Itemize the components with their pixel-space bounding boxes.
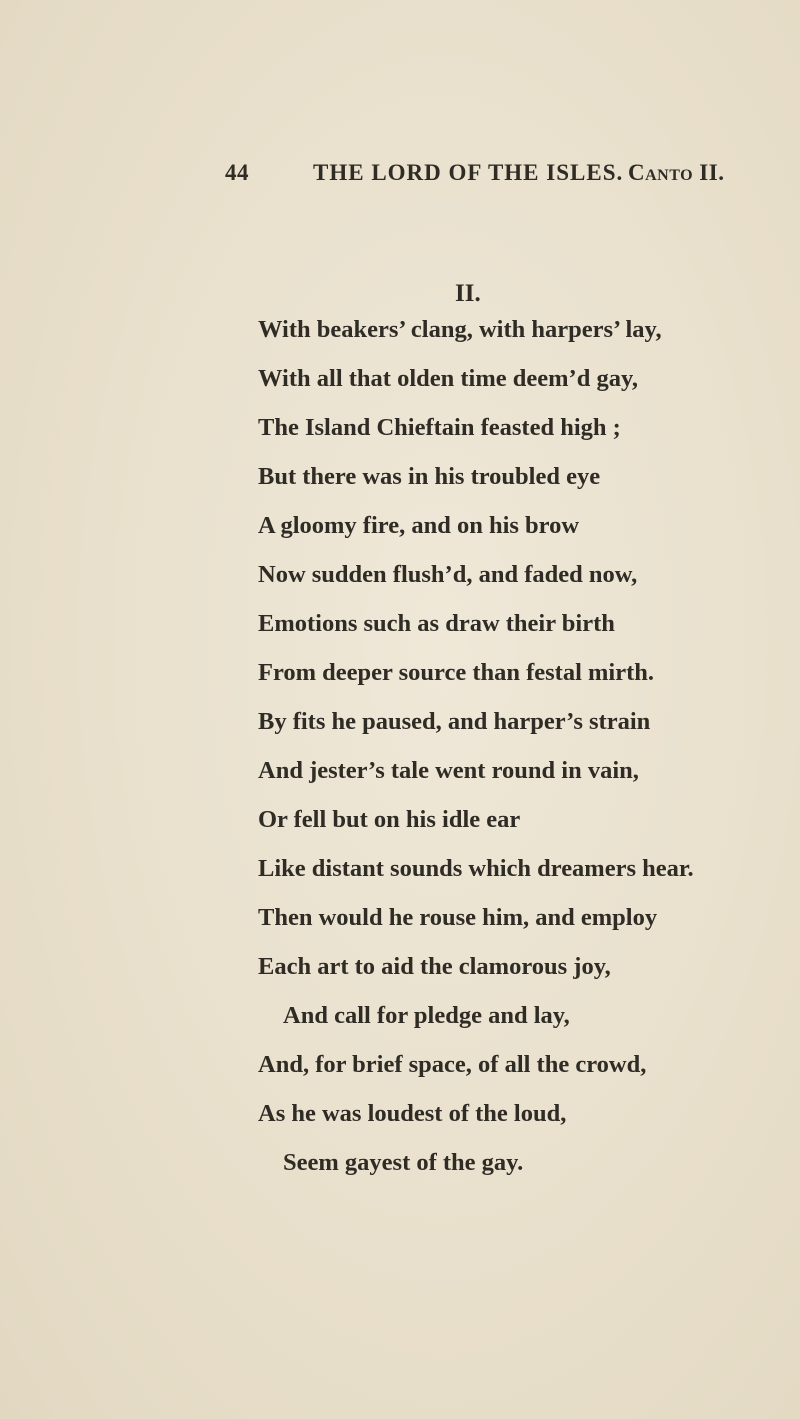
poem-line: Each art to aid the clamorous joy,: [258, 953, 611, 980]
poem-line: Emotions such as draw their birth: [258, 610, 615, 637]
poem-line: And, for brief space, of all the crowd,: [258, 1051, 647, 1078]
poem-line: And call for pledge and lay,: [283, 1002, 570, 1029]
poem-line: Now sudden flush’d, and faded now,: [258, 561, 638, 588]
running-title: THE LORD OF THE ISLES.: [313, 160, 624, 185]
page-number: 44: [225, 160, 249, 185]
poem-line: From deeper source than festal mirth.: [258, 659, 655, 686]
poem-line: The Island Chieftain feasted high ;: [258, 414, 621, 441]
poem-line: Like distant sounds which dreamers hear.: [258, 855, 694, 882]
poem-line: As he was loudest of the loud,: [258, 1100, 567, 1127]
canto-label: Canto II.: [628, 160, 725, 185]
poem-line: Then would he rouse him, and employ: [258, 904, 658, 931]
stanza-number: II.: [455, 280, 481, 307]
poem-line: A gloomy fire, and on his brow: [258, 512, 580, 539]
page-header: [0, 160, 800, 200]
poem-line: Or fell but on his idle ear: [258, 806, 521, 833]
poem-line: With all that olden time deem’d gay,: [258, 365, 638, 392]
poem-line: But there was in his troubled eye: [258, 463, 601, 490]
poem-line: And jester’s tale went round in vain,: [258, 757, 639, 784]
poem-line: With beakers’ clang, with harpers’ lay,: [258, 316, 662, 343]
poem-line: Seem gayest of the gay.: [283, 1149, 524, 1176]
poem-line: By fits he paused, and harper’s strain: [258, 708, 651, 735]
